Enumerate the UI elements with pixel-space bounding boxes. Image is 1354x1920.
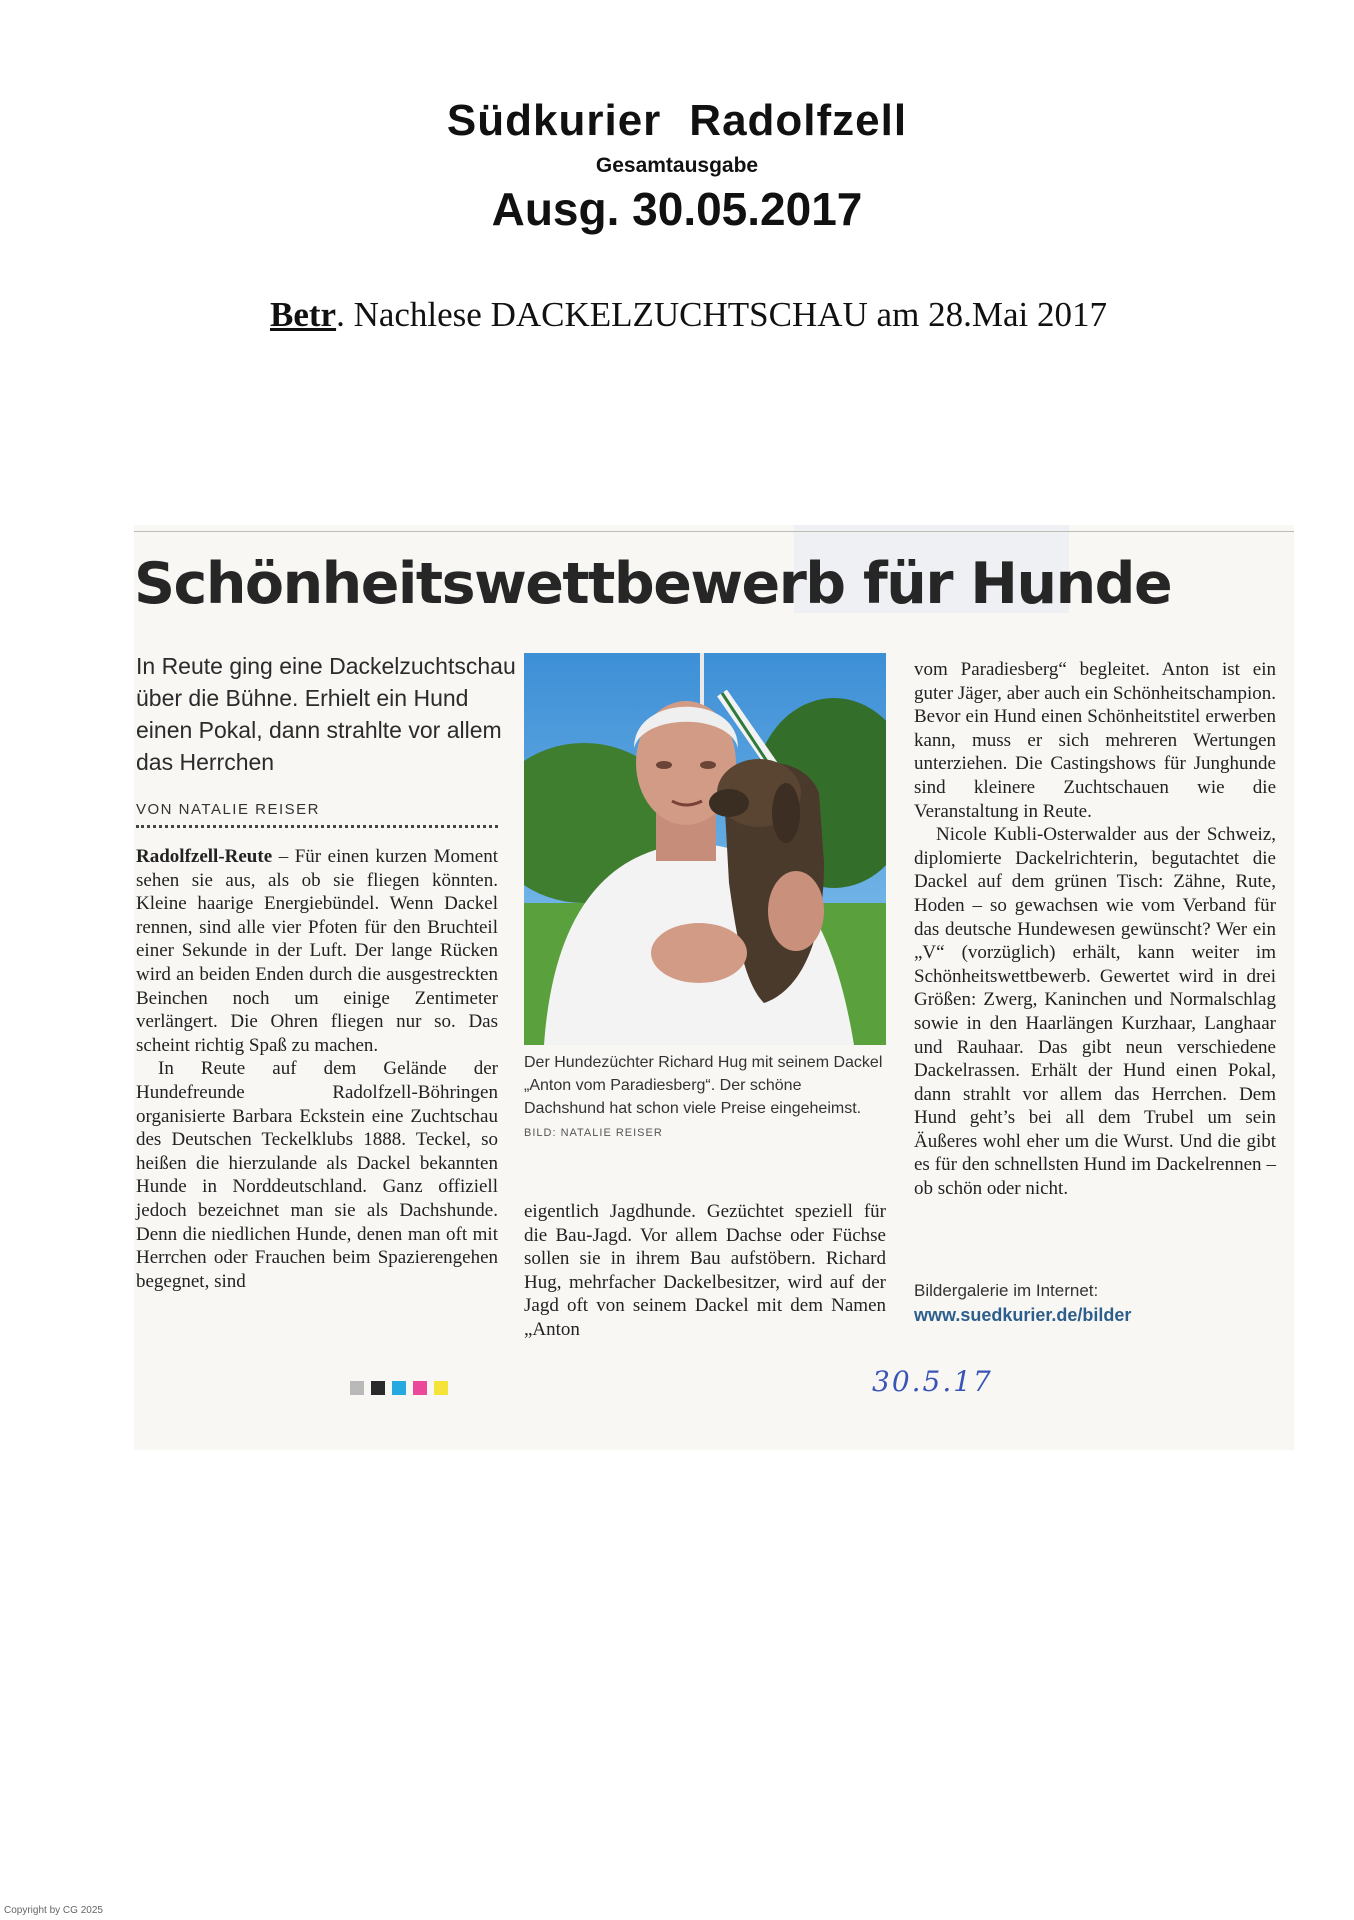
byline-divider — [136, 825, 498, 828]
article-byline: VON NATALIE REISER — [136, 801, 320, 818]
article-column-3 — [914, 658, 1276, 1201]
dateline: Radolfzell-Reute — [136, 846, 273, 867]
gallery-label: Bildergalerie im Internet: — [914, 1281, 1099, 1300]
newspaper-clipping — [134, 525, 1294, 1450]
paragraph: In Reute auf dem Gelände der Hundefreunde Radolfzell-Böhringen organisierte Barbara Eckstein eine Zuchtschau des Deutschen Teckelklubs 1888. Teckel, so heißen die hierzulande als Dackel bekannten Hunde in Norddeutschland. Ganz offiziell jedoch bezeichnet man sie als Dachshunde. Denn die niedlichen Hunde, denen man oft mit Herrchen oder Frauchen beim Spazierengehen begegnet, sind — [136, 1058, 498, 1292]
edition-label: Gesamtausgabe — [595, 154, 759, 177]
print-color-swatches — [350, 1381, 448, 1395]
color-swatch — [434, 1381, 448, 1395]
color-swatch — [413, 1381, 427, 1395]
subject-prefix: Betr — [270, 295, 337, 334]
article-column-2 — [524, 1200, 886, 1342]
paragraph — [136, 845, 498, 1057]
copyright-notice: Copyright by CG 2025 — [4, 1905, 103, 1916]
handwritten-date: 30.5.17 — [872, 1365, 993, 1398]
photo-dog-breeder — [524, 653, 886, 1045]
article-column-1 — [136, 845, 498, 1293]
paper-city: Radolfzell — [689, 96, 908, 145]
subject-text: . Nachlese DACKELZUCHTSCHAU am 28.Mai 2017 — [336, 295, 1107, 334]
color-swatch — [392, 1381, 406, 1395]
paragraph: vom Paradiesberg“ begleitet. Anton ist ein guter Jäger, aber auch ein Schönheitschampion. Bevor ein Hund einen Schönheitstitel erwerben kann, muss er sich mehreren Wertungen unterziehen. Die Castingshows für Junghunde sind kleinere Zuchtschauen wie die Veranstaltung in Reute. — [914, 659, 1276, 822]
gallery-link[interactable]: www.suedkurier.de/bilder — [914, 1305, 1132, 1325]
paper-name: Südkurier — [446, 96, 662, 145]
article-photo — [524, 653, 886, 1045]
paragraph-text: – Für einen kurzen Moment sehen sie aus, als ob sie fliegen könnten. Kleine haarige Energiebündel. Wenn Dackel rennen, sind alle vier Pfoten für den Bruchteil einer Sekunde in der Luft. Der lange Rücken wird an beiden Enden durch die ausgestreckten Beinchen noch um einige Zentimeter verlängert. Die Ohren fliegen nur so. Das scheint richtig Spaß zu machen. — [136, 846, 498, 1056]
color-swatch — [371, 1381, 385, 1395]
top-rule — [134, 531, 1294, 532]
paragraph: Nicole Kubli-Osterwalder aus der Schweiz, diplomierte Dackelrichterin, begutachtet die Dackel auf dem grünen Tisch: Zähne, Rute, Hoden – so gewachsen wie vom Verband für das deutsche Hundewesen gewünscht? Wer ein „V“ (vorzüglich) erhält, kann weiter im Schönheitswettbewerb. Gewertet wird in drei Größen: Zwerg, Kaninchen und Normalschlag sowie in den Haarlängen Kurzhaar, Langhaar und Rauhaar. Das gibt neun verschiedene Dackelrassen. Erhält der Hund einen Pokal, dann strahlt vor allem das Herrchen. Dem Hund geht’s bei all dem Trubel um sein Äußeres wohl eher um die Wurst. Und die gibt es für den schnellsten Hund im Dackelrennen – ob schön oder nicht. — [914, 824, 1276, 1200]
issue-date: Ausg. 30.05.2017 — [491, 183, 863, 235]
subject-line — [270, 295, 1107, 335]
photo-caption — [524, 1051, 886, 1145]
article-headline: Schönheitswettbewerb für Hunde — [134, 551, 1172, 617]
paragraph: eigentlich Jagdhunde. Gezüchtet speziell für die Bau-Jagd. Vor allem Dachse oder Füchse sollen sie in ihrem Bau aufstöbern. Richard Hug, mehrfacher Dackelbesitzer, wird auf der Jagd oft von seinem Dackel mit dem Namen „Anton — [524, 1201, 886, 1340]
newspaper-title — [0, 96, 1354, 146]
photo-credit: BILD: NATALIE REISER — [524, 1127, 663, 1139]
article-lead: In Reute ging eine Dackelzuchtschau über die Bühne. Erhielt ein Hund einen Pokal, dann strahlte vor allem das Herrchen — [136, 653, 516, 775]
color-swatch — [350, 1381, 364, 1395]
caption-text: Der Hundezüchter Richard Hug mit seinem Dackel „Anton vom Paradiesberg“. Der schöne Dachshund hat schon viele Preise eingeheimst. — [524, 1054, 883, 1117]
